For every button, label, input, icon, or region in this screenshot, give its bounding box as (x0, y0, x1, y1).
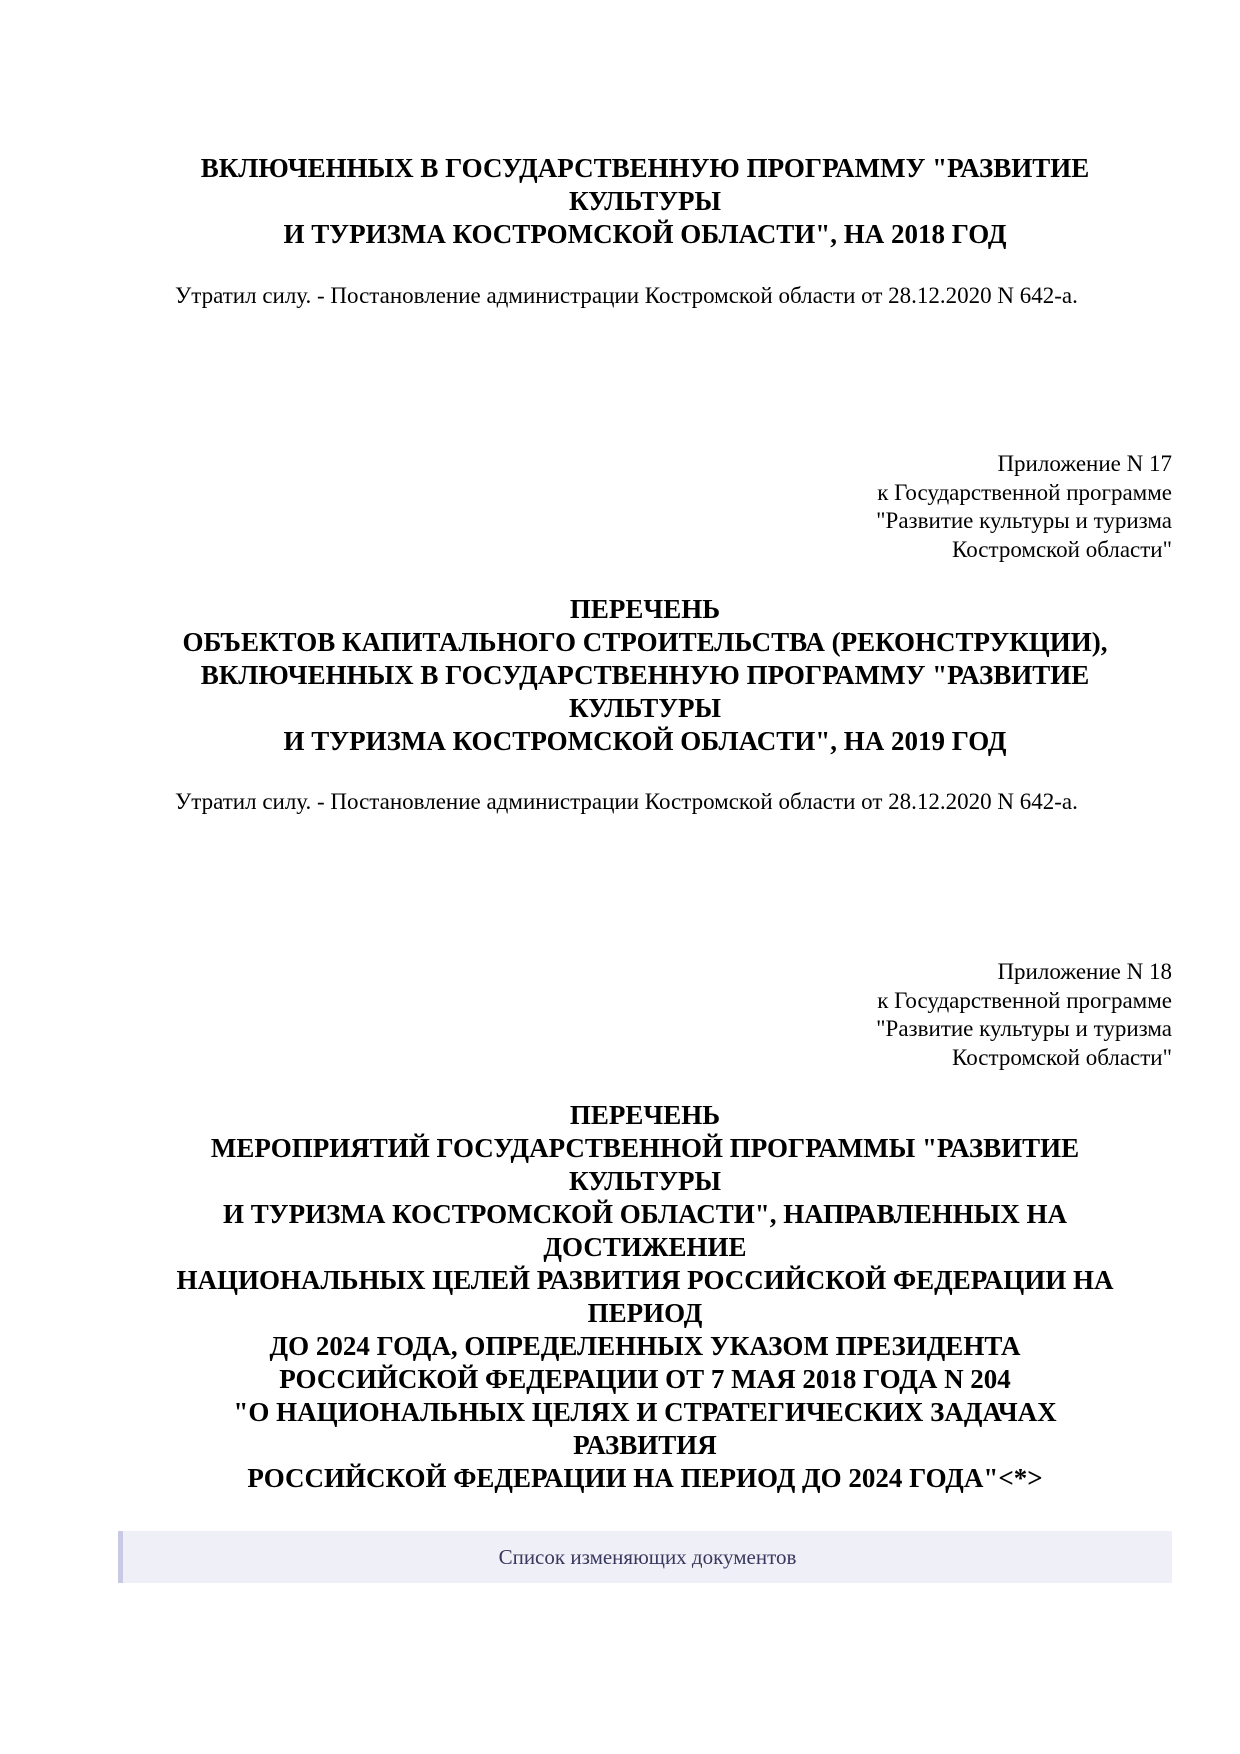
heading-line: ДОСТИЖЕНИЕ (543, 1232, 747, 1262)
repeal-note-2018: Утратил силу. - Постановление администрации Костромской области от 28.12.2020 N 642-а. (175, 283, 1078, 308)
heading-line: ВКЛЮЧЕННЫХ В ГОСУДАРСТВЕННУЮ ПРОГРАММУ "РАЗВИТИЕ (200, 660, 1090, 690)
heading-line: ДО 2024 ГОДА, ОПРЕДЕЛЕННЫХ УКАЗОМ ПРЕЗИДЕНТА (269, 1331, 1021, 1361)
amending-documents-label: Список изменяющих документов (498, 1545, 797, 1569)
appendix-line: Приложение N 18 (997, 959, 1172, 984)
heading-line: МЕРОПРИЯТИЙ ГОСУДАРСТВЕННОЙ ПРОГРАММЫ "РАЗВИТИЕ (210, 1133, 1080, 1163)
appendix-line: к Государственной программе (877, 479, 1172, 505)
heading-line: И ТУРИЗМА КОСТРОМСКОЙ ОБЛАСТИ", НА 2018 ГОД (283, 219, 1007, 249)
heading-line: ПЕРЕЧЕНЬ (569, 1100, 721, 1130)
appendix-line: Костромской области" (952, 536, 1172, 562)
amending-documents-box (118, 1531, 1172, 1583)
repeal-note-2019: Утратил силу. - Постановление администрации Костромской области от 28.12.2020 N 642-а. (175, 789, 1078, 814)
appendix-line: Приложение N 17 (997, 451, 1172, 476)
heading-2019 (130, 593, 1160, 758)
appendix-line: "Развитие культуры и туризма (876, 508, 1172, 533)
heading-line: НАЦИОНАЛЬНЫХ ЦЕЛЕЙ РАЗВИТИЯ РОССИЙСКОЙ ФЕДЕРАЦИИ НА (176, 1265, 1114, 1295)
heading-line: ПЕРИОД (587, 1298, 703, 1328)
heading-line: И ТУРИЗМА КОСТРОМСКОЙ ОБЛАСТИ", НА 2019 ГОД (283, 726, 1007, 756)
heading-national-goals (130, 1099, 1160, 1495)
heading-line: ПЕРЕЧЕНЬ (569, 594, 721, 624)
heading-2018 (130, 152, 1160, 251)
heading-line: КУЛЬТУРЫ (568, 186, 722, 216)
heading-line: РАЗВИТИЯ (573, 1430, 717, 1460)
appendix-line: Костромской области" (952, 1044, 1172, 1070)
appendix-17-block (876, 450, 1172, 564)
heading-line: РОССИЙСКОЙ ФЕДЕРАЦИИ НА ПЕРИОД ДО 2024 ГОДА"<*> (247, 1463, 1043, 1493)
heading-line: КУЛЬТУРЫ (568, 693, 722, 723)
heading-line: "О НАЦИОНАЛЬНЫХ ЦЕЛЯХ И СТРАТЕГИЧЕСКИХ ЗАДАЧАХ (233, 1397, 1057, 1427)
appendix-18-block (876, 958, 1172, 1072)
heading-line: КУЛЬТУРЫ (568, 1166, 722, 1196)
appendix-line: "Развитие культуры и туризма (876, 1016, 1172, 1041)
heading-line: ОБЪЕКТОВ КАПИТАЛЬНОГО СТРОИТЕЛЬСТВА (РЕКОНСТРУКЦИИ), (182, 627, 1108, 657)
appendix-line: к Государственной программе (877, 987, 1172, 1013)
heading-line: ВКЛЮЧЕННЫХ В ГОСУДАРСТВЕННУЮ ПРОГРАММУ "РАЗВИТИЕ (200, 153, 1090, 183)
heading-line: И ТУРИЗМА КОСТРОМСКОЙ ОБЛАСТИ", НАПРАВЛЕННЫХ НА (223, 1199, 1067, 1229)
heading-line: РОССИЙСКОЙ ФЕДЕРАЦИИ ОТ 7 МАЯ 2018 ГОДА N 204 (279, 1364, 1011, 1394)
